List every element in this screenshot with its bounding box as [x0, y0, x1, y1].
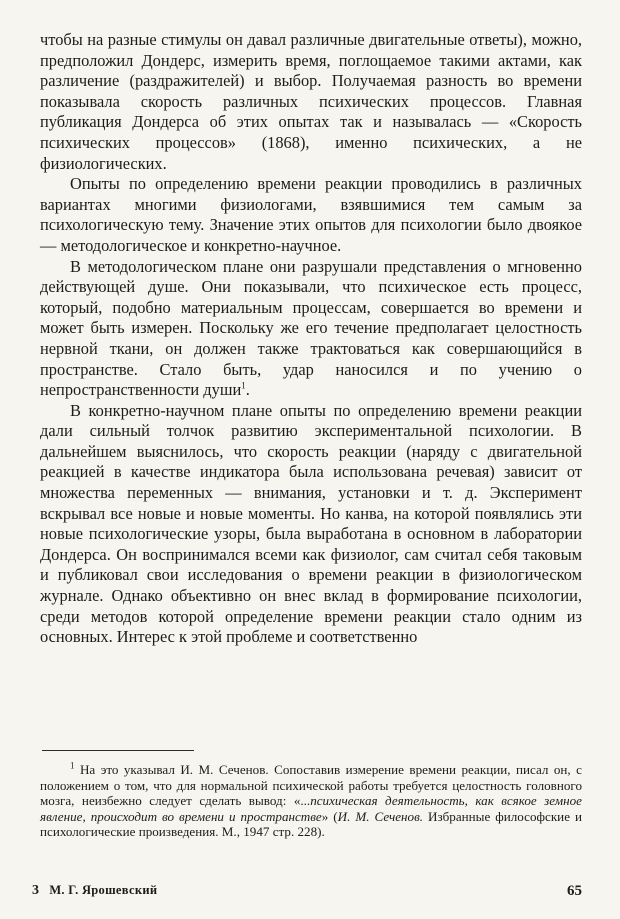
footnote-divider — [42, 750, 194, 751]
footnote-author: И. М. Сеченов. — [337, 808, 424, 824]
footnote-ref[interactable]: 1 — [241, 380, 246, 391]
footnote-part-2: » ( — [321, 808, 338, 824]
signature-mark — [32, 883, 157, 900]
main-text — [40, 30, 582, 648]
paragraph-1: чтобы на разные стимулы он давал различные двигательные ответы), можно, предположил Дондерс, измерить время, поглощаемое такими актами, как различение (раздражителей) и выбор. Получаемая разность во времени показывала скорость различных психических процессов. Главная публикация Дондерса об этих опытах так и называлась — «Скорость психических процессов» (1868), именно психических, а не физиологических. — [40, 30, 582, 173]
footnote-part-1: На это указывал И. М. Сеченов. Сопоставив измерение времени реакции, писал он, с положением о том, что для нормальной психической работы требуется целостность головного мозга, неизбежно следует сделать вывод: «... — [40, 762, 582, 809]
footnote-source: Избранные философские и психологические произведения. М., 1947 стр. 228). — [40, 808, 582, 840]
paragraph-3 — [40, 257, 582, 401]
footnote-quote: психическая деятельность, как всякое земное явление, происходит во времени и пространстве — [40, 793, 582, 824]
paragraph-3-end: . — [245, 380, 250, 400]
footnote — [40, 762, 582, 840]
paragraph-2: Опыты по определению времени реакции проводились в различных вариантах многими физиологами, взявшимися тем самым за психологическую тему. Значение этих опытов для психологии было двоякое — методологическое и конкретно-научное. — [40, 174, 582, 255]
page-footer — [32, 883, 582, 900]
page-number: 65 — [567, 883, 582, 899]
paragraph-4: В конкретно-научном плане опыты по определению времени реакции дали сильный толчок развитию экспериментальной психологии. В дальнейшем выяснилось, что скорость реакции (наряду с двигательной реакцией в качестве индикатора была использована речевая) зависит от множества переменных — внимания, установки и т. д. Эксперимент вскрывал все новые и новые моменты. Но канва, на которой появлялись эти новые психологические узоры, была выработана в основном в лаборатории Дондерса. Он воспринимался всеми как физиолог, сам считал себя таковым и публиковал свои исследования о времени реакции в физиологическом журнале. Однако объективно он внес вклад в формирование психологии, среди методов которой определение времени реакции стало одним из основных. Интерес к этой проблеме и соответственно — [40, 400, 582, 647]
footnote-text — [40, 762, 582, 840]
footnote-marker: 1 — [70, 760, 75, 771]
signature-name: М. Г. Ярошевский — [49, 883, 158, 897]
paragraph-3-text: В методологическом плане они разрушали представления о мгновенно действующей душе. Они показывали, что психическое есть процесс, который, подобно материальным процессам, совершается во времени и может быть измерен. Поскольку же его течение предполагает целостность нервной ткани, он должен также трактоваться как совершающийся в пространстве. Стало быть, удар наносился и по учению о непространственности души — [40, 256, 582, 400]
signature-number: 3 — [32, 883, 40, 898]
